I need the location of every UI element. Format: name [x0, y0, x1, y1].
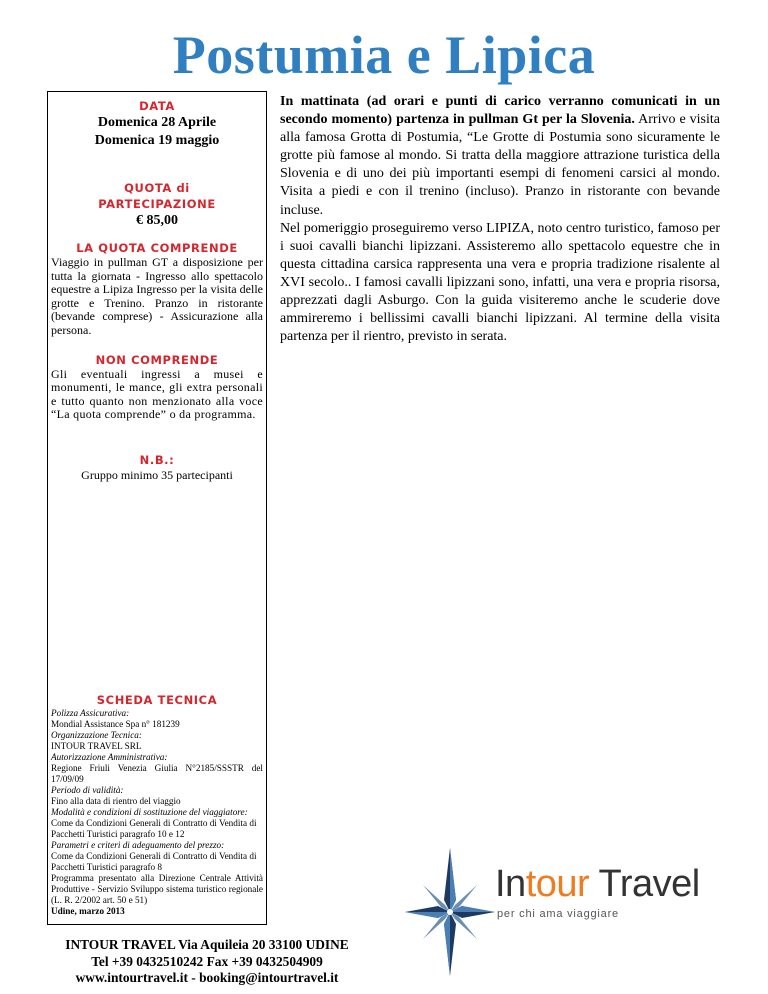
- comprende-heading: LA QUOTA COMPRENDE: [76, 241, 238, 255]
- footer-phone: Tel +39 0432510242 Fax +39 0432504909: [91, 953, 323, 969]
- tech-value: Fino alla data di rientro del viaggio: [51, 795, 181, 806]
- price: € 85,00: [136, 213, 178, 228]
- scheda-tecnica: [51, 708, 263, 917]
- quota-heading-1: QUOTA di: [124, 181, 190, 195]
- comprende-text: Viaggio in pullman GT a disposizione per tutta la giornata - Ingresso allo spettacolo equestre a Lipiza Ingresso per la visita delle grotte e Trenino. Pranzo in ristorante (bevande comprese) - Assicurazione alla persona.: [51, 255, 263, 337]
- tech-label: Parametri e criteri di adeguamento del prezzo:: [51, 839, 225, 850]
- date-2: Domenica 19 maggio: [94, 133, 220, 148]
- contact-footer: [40, 937, 374, 987]
- logo-tagline: per chi ama viaggiare: [497, 908, 619, 920]
- non-comprende-heading: NON COMPRENDE: [95, 352, 219, 367]
- nb-heading: N.B.:: [139, 452, 175, 467]
- tech-value: Come da Condizioni Generali di Contratto di Vendita di Pacchetti Turistici paragrafo 10 e 12: [51, 817, 257, 839]
- tech-date: Udine, marzo 2013: [51, 905, 125, 916]
- tech-label: Modalità e condizioni di sostituzione del viaggiatore:: [51, 806, 248, 817]
- itinerary-morning: Arrivo e visita alla famosa Grotta di Postumia, “Le Grotte di Postumia sono sicuramente le grotte più famose al mondo. Si tratta della maggiore attrazione turistica della Slovenia e di uno dei più importanti esempi di fenomeni carsici al mondo. Visita a piedi e con il trenino (incluso). Pranzo in ristorante con bevande incluse.: [280, 112, 720, 218]
- quota-heading-2: PARTECIPAZIONE: [98, 197, 216, 211]
- non-comprende-text: Gli eventuali ingressi a musei e monumenti, le mance, gli extra personali e tutto quanto non menzionato alla voce “La quota comprende” o da programma.: [51, 366, 263, 422]
- itinerary-intro: In mattinata (ad orari e punti di carico verranno comunicati in un secondo momento) partenza in pullman Gt per la Slovenia.: [280, 94, 720, 128]
- compass-star-icon: [405, 848, 495, 976]
- tech-value: Regione Friuli Venezia Giulia N°2185/SSSTR del 17/09/09: [51, 762, 263, 784]
- itinerary-text: [280, 93, 720, 346]
- tech-value: Programma presentato alla Direzione Centrale Attività Produttive - Servizio Sviluppo sistema turistico regionale (L. R. 2/2002 art. 50 e 51): [51, 872, 263, 905]
- info-sidebar: [47, 91, 267, 925]
- tech-label: Organizzazione Tecnica:: [51, 729, 142, 740]
- tech-label: Periodo di validità:: [51, 784, 124, 795]
- scheda-tecnica-heading: SCHEDA TECNICA: [96, 692, 218, 707]
- footer-web: www.intourtravel.it - booking@intourtravel.it: [75, 970, 339, 985]
- tech-value: Come da Condizioni Generali di Contratto di Vendita di Pacchetti Turistici paragrafo 8: [51, 850, 257, 872]
- tech-label: Autorizzazione Amministrativa:: [51, 751, 168, 762]
- tech-value: INTOUR TRAVEL SRL: [51, 740, 142, 751]
- data-heading: DATA: [139, 99, 175, 113]
- itinerary-afternoon: Nel pomeriggio proseguiremo verso LIPIZA, noto centro turistico, famoso per i suoi cavalli bianchi lipizzani. Assisteremo allo spettacolo equestre che in questa cittadina carsica rappresenta una vera e propria tradizione risalente al XVI secolo.. I famosi cavalli lipizzani sono, infatti, una vera e propria risorsa, apprezzati dagli Asburgo. Con la guida visiteremo anche le scuderie dove ammireremo i bellissimi cavalli bianchi lipizzani. Al termine della visita partenza per il rientro, previsto in serata.: [280, 220, 720, 345]
- page-title: Postumia e Lipica: [172, 25, 596, 85]
- intour-travel-logo: [405, 848, 705, 976]
- date-1: Domenica 28 Aprile: [97, 115, 217, 130]
- nb-text: Gruppo minimo 35 partecipanti: [81, 467, 233, 482]
- tech-label: Polizza Assicurativa:: [51, 707, 130, 718]
- footer-address: INTOUR TRAVEL Via Aquileia 20 33100 UDINE: [65, 937, 349, 952]
- tech-value: Mondial Assistance Spa n° 181239: [51, 718, 180, 729]
- logo-wordmark: Intour Travel: [495, 863, 700, 905]
